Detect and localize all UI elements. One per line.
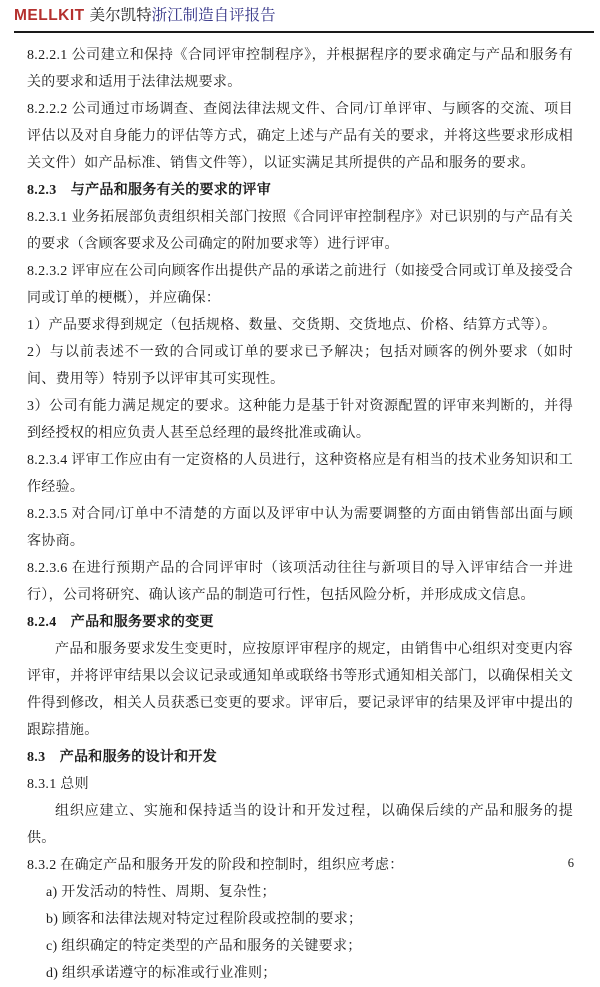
- section-heading: 8.2.4 产品和服务要求的变更: [27, 615, 214, 630]
- section-heading: 8.2.3 与产品和服务有关的要求的评审: [27, 183, 271, 198]
- paragraph: a) 开发活动的特性、周期、复杂性；: [46, 885, 276, 900]
- paragraph: 8.2.3.1 业务拓展部负责组织相关部门按照《合同评审控制程序》对已识别的与产品有关的要求（含顾客要求及公司确定的附加要求等）进行评审。: [27, 210, 573, 252]
- section-heading: 8.3 产品和服务的设计和开发: [27, 750, 217, 765]
- paragraph: 8.2.2.1 公司建立和保持《合同评审控制程序》，并根据程序的要求确定与产品和服务有关的要求和适用于法律法规要求。: [27, 48, 573, 90]
- paragraph: 1）产品要求得到规定（包括规格、数量、交货期、交货地点、价格、结算方式等）。: [27, 318, 557, 333]
- paragraph: d) 组织承诺遵守的标准或行业准则；: [46, 966, 277, 981]
- paragraph: 3）公司有能力满足规定的要求。这种能力是基于针对资源配置的评审来判断的，并得到经授权的相应负责人甚至总经理的最终批准或确认。: [27, 399, 573, 441]
- brand-logo: MELLKIT: [14, 7, 85, 24]
- paragraph: 8.2.3.6 在进行预期产品的合同评审时（该项活动往往与新项目的导入评审结合一并进行），公司将研究、确认该产品的制造可行性，包括风险分析，并形成成文信息。: [27, 561, 573, 603]
- paragraph: 组织应建立、实施和保持适当的设计和开发过程，以确保后续的产品和服务的提供。: [27, 804, 573, 846]
- paragraph: 2）与以前表述不一致的合同或订单的要求已予解决；包括对顾客的例外要求（如时间、费用等）特别予以评审其可实现性。: [27, 345, 573, 387]
- paragraph: 8.3.2 在确定产品和服务开发的阶段和控制时，组织应考虑：: [27, 858, 404, 873]
- paragraph: 8.2.3.5 对合同/订单中不清楚的方面以及评审中认为需要调整的方面由销售部出面与顾客协商。: [27, 507, 573, 549]
- page-number: 6: [567, 856, 574, 870]
- paragraph: 8.3.1 总则: [27, 777, 89, 792]
- header-title-company: 美尔凯特: [89, 7, 152, 24]
- paragraph: 8.2.3.4 评审工作应由有一定资格的人员进行，这种资格应是有相当的技术业务知识和工作经验。: [27, 453, 573, 495]
- paragraph: 8.2.2.2 公司通过市场调查、查阅法律法规文件、合同/订单评审、与顾客的交流、项目评估以及对自身能力的评估等方式，确定上述与产品有关的要求，并将这些要求形成相关文件）如产品标准、销售文件等），以证实满足其所提供的产品和服务的要求。: [27, 102, 573, 171]
- paragraph: c) 组织确定的特定类型的产品和服务的关键要求；: [46, 939, 362, 954]
- header-title-report: 浙江制造自评报告: [151, 7, 276, 24]
- header-title: [14, 6, 594, 26]
- paragraph: 8.2.3.2 评审应在公司向顾客作出提供产品的承诺之前进行（如接受合同或订单及接受合同或订单的梗概），并应确保：: [27, 264, 573, 306]
- report-header: [0, 0, 600, 33]
- paragraph: 产品和服务要求发生变更时，应按原评审程序的规定，由销售中心组织对变更内容评审，并将评审结果以会议记录或通知单或联络书等形式通知相关部门，以确保相关文件得到修改，相关人员获悉已变更的要求。评审后，要记录评审的结果及评审中提出的跟踪措施。: [27, 642, 573, 738]
- document-body: [0, 33, 600, 987]
- paragraph: b) 顾客和法律法规对特定过程阶段或控制的要求；: [46, 912, 363, 927]
